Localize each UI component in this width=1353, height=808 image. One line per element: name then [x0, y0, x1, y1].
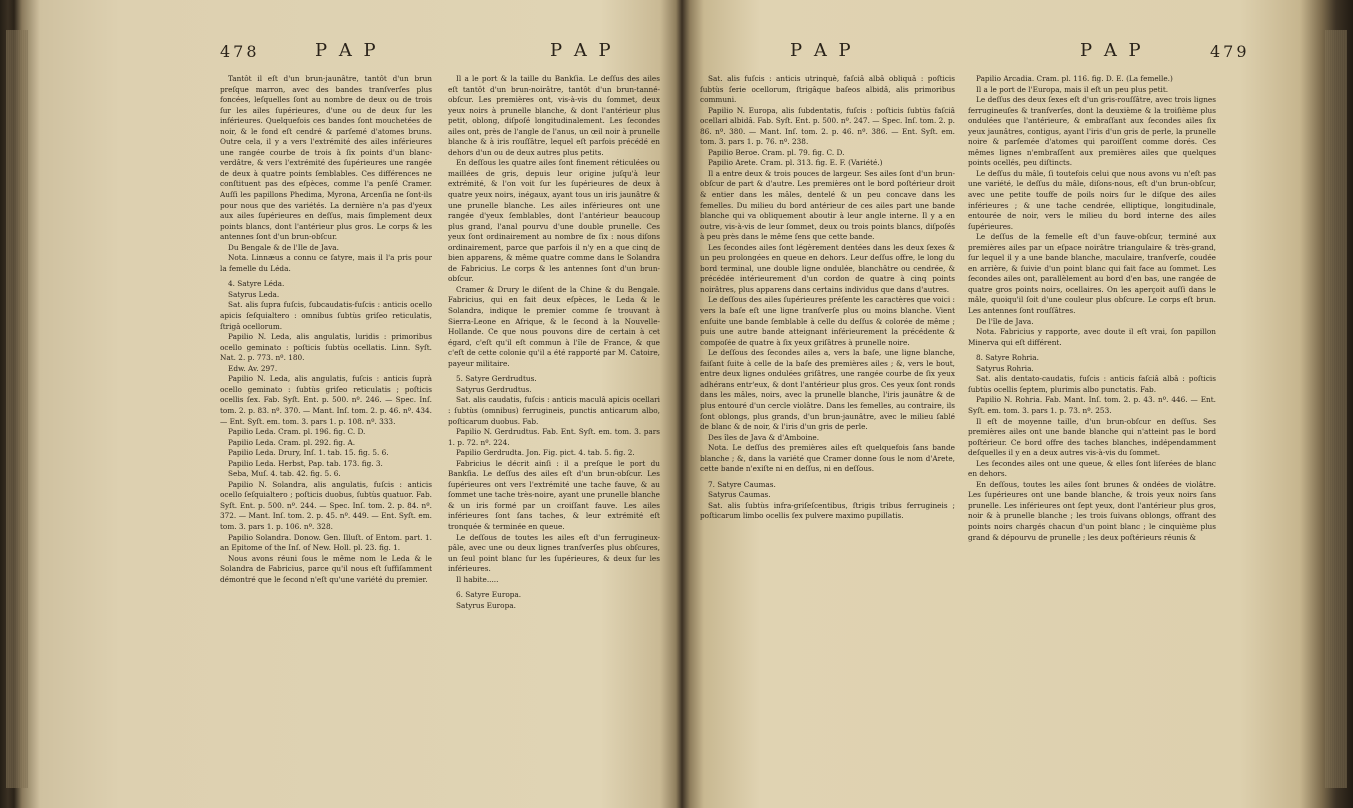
paragraph: 4. Satyre Léda.: [228, 279, 285, 289]
paragraph: Nous avons réuni ſous le même nom le Leda & le Solandra de Fabricius, parce qu'il nous eſt ſuffiſamment démontré que le ſecond n'eſt qu'une variété du premier.: [220, 553, 432, 584]
paragraph: Satyrus Europa.: [456, 600, 516, 610]
left-page: [220, 40, 665, 800]
paragraph: 5. Satyre Gerdrudtus.: [456, 374, 537, 384]
paragraph: Nota. Linnæus a connu ce ſatyre, mais il l'a pris pour la femelle du Léda.: [220, 253, 432, 273]
paragraph: Papilio Beroe. Cram. pl. 79. fig. C. D.: [708, 147, 845, 157]
paragraph: Papilio Leda. Cram. pl. 196. fig. C. D.: [228, 427, 366, 437]
paragraph: Le deſſus du mâle, ſi toutefois celui que nous avons vu n'eſt pas une variété, le deſſus du mâle, diſons-nous, eſt d'un brun-obſcur, avec une petite touffe de poils noirs ſur le diſque des ailes inférieures ; & une tache cendrée, elliptique, longitudinale, entourée de noir, vers le milieu du bord interne des ailes ſupérieures.: [968, 168, 1216, 231]
paragraph: Le deſſus des deux ſexes eſt d'un gris-rouſſâtre, avec trois lignes ferrugineuſes & tranſverſes, dont la deuxième & la troiſième plus ondulées que l'antérieure, & embraſſant aux ſecondes ailes ſix yeux jaunâtres, contigus, ayant l'iris d'un gris de perle, la prunelle noire & parſemée d'atomes qui paroiſſent comme dorés. Ces mêmes lignes n'embraſſent aux premières ailes que quelques points ocellés, peu diſtincts.: [968, 95, 1216, 168]
paragraph: Satyrus Rohria.: [976, 363, 1034, 373]
paragraph: Papilio N. Leda, alis angulatis, fuſcis : anticis ſuprà ocello geminato : ſubtùs griſeo reticulatis ; poſticis ocellis ſex. Fab. Syſt. Ent. p. 500. nº. 246. — Spec. Inſ. tom. 2. p. 83. nº. 370. — Mant. Inſ. tom. 2. p. 46. nº. 434. — Ent. Syſt. em. tom. 3. pars 1. p. 108. nº. 333.: [220, 374, 432, 426]
paragraph: Papilio Arcadia. Cram. pl. 116. fig. D. E. (La femelle.): [976, 74, 1173, 83]
paragraph: Papilio Leda. Cram. pl. 292. fig. A.: [228, 437, 356, 447]
paragraph: 7. Satyre Caumas.: [708, 479, 776, 489]
paragraph: Tantôt il eſt d'un brun-jaunâtre, tantôt d'un brun preſque marron, avec des bandes tranſverſes plus foncées, leſquelles ſont au nombre de deux ou de trois ſur les ailes ſupérieures, d'une ou de deux ſur les inférieures. Quelquefois ces bandes ſont mouchetées de noir, & le fond eſt cendré & parſemé d'atomes bruns. Outre cela, il y a vers l'extrémité des ailes inférieures une rangée courbe de trois à ſix points d'un blanc-verdâtre, & vers l'extrémité des ſupérieures une rangée de deux à quatre points ſemblables. Ces différences ne conſtituent pas des eſpèces, comme l'a penſé Cramer. Auſſi les papillons Phedima, Myrona, Arcenſia ne ſont-ils pour nous que des variétés. La dernière n'a pas d'yeux aux ailes ſupérieures en deſſus, mais ſimplement deux points blancs, dont l'antérieur plus gros. Le corps & les antennes ſont d'un brun-obſcur.: [220, 74, 432, 242]
paragraph: Fabricius le décrit ainſi : il a preſque le port du Bankſia. Le deſſus des ailes eſt d'un brun-obſcur. Les ſupérieures ont vers l'extrémité une tache fauve, & au ſommet une tache très-noire, ayant une prunelle blanche & un iris formé par un croiſſant fauve. Les ailes inférieures ſont ſans taches, & leur extrémité eſt tronquée & terminée en queue.: [448, 458, 660, 531]
paragraph: Papilio Leda. Drury, Inſ. 1. tab. 15. fig. 5. 6.: [228, 448, 389, 458]
paragraph: Satyrus Caumas.: [708, 490, 771, 500]
paragraph: En deſſous les quatre ailes ſont finement réticulées ou maillées de gris, depuis leur origine juſqu'à leur extrémité, & l'on voit ſur les ſupérieures de deux à quatre yeux noirs, inégaux, ayant tous un iris jaunâtre & une prunelle blanche. Les ailes inférieures ont une rangée d'yeux ſemblables, dont l'antérieur beaucoup plus grand, l'anal pourvu d'une double prunelle. Ces yeux ſont ordinairement au nombre de ſix : nous diſons ordinairement, parce que parfois il n'y en a que cinq de bien apparens, & même quatre comme dans le Solandra de Fabricius. Le corps & les antennes ſont d'un brun-obſcur.: [448, 158, 660, 284]
paragraph: Papilio Solandra. Donow. Gen. Illuſt. of Entom. part. 1. an Epitome of the Inſ. of New. Holl. pl. 23. fig. 1.: [220, 532, 432, 553]
left-page-column-1: [220, 74, 432, 794]
left-page-column-2: [448, 74, 660, 794]
paragraph: Il a entre deux & trois pouces de largeur. Ses ailes ſont d'un brun-obſcur de part & d'autre. Les premières ont le bord poſtérieur droit & entier dans les mâles, dentelé & un peu concave dans les femelles. Du milieu du bord antérieur de ces ailes part une bande blanche qui va obliquement aboutir à leur angle interne. Il y a en outre, vis-à-vis de leur ſommet, deux ou trois points blancs, diſpoſés à peu près dans le même ſens que cette bande.: [700, 168, 955, 242]
running-head-left-col1: P A P: [315, 40, 379, 61]
paragraph: Papilio Gerdrudta. Jon. Fig. pict. 4. tab. 5. fig. 2.: [456, 448, 635, 458]
paragraph: Papilio N. Leda, alis angulatis, luridis : primoribus ocello geminato : poſticis ſubtùs ocellatis. Linn. Syſt. Nat. 2. p. 773. nº. 180.: [220, 332, 432, 363]
paragraph: Il habite.....: [456, 574, 499, 584]
paragraph: Papilio N. Rohria. Fab. Mant. Inſ. tom. 2. p. 43. nº. 446. — Ent. Syſt. em. tom. 3. pars 1. p. 73. nº. 253.: [968, 395, 1216, 415]
paragraph: Il a le port de l'Europa, mais il eſt un peu plus petit.: [976, 84, 1169, 94]
paragraph: Sat. alis ſubtùs infra-griſeſcentibus, ſtrigis tribus ferrugineis ; poſticarum limbo ocellis ſex pulvere maximo pupillatis.: [700, 500, 955, 521]
paragraph: Cramer & Drury le diſent de la Chine & du Bengale. Fabricius, qui en fait deux eſpèces, le Leda & le Solandra, indique le premier comme ſe trouvant à Sierra-Leone en Afrique, & le ſecond à la Nouvelle-Hollande. Ce que nous pouvons dire de certain à cet égard, c'eſt qu'il eſt commun à l'île de France, & que c'eſt de cette colonie qu'il a été rapporté par M. Catoire, payeur militaire.: [448, 284, 660, 368]
paragraph: En deſſous, toutes les ailes ſont brunes & ondées de violâtre. Les ſupérieures ont une bande blanche, & trois yeux noirs ſans prunelle. Les inférieures ont ſept yeux, dont l'antérieur plus gros, noir & à prunelle blanche ; les trois ſuivans oblongs, offrant des points noirs chargés chacun d'un point blanc ; le cinquième plus grand & dépourvu de prunelle ; les deux poſtérieurs réunis &: [968, 479, 1216, 542]
paragraph: Les ſecondes ailes ſont légèrement dentées dans les deux ſexes & un peu prolongées en queue en dehors. Leur deſſus offre, le long du bord terminal, une double ligne ondulée, blanchâtre ou cendrée, & précédée intérieurement d'un cordon de quatre à cinq points noirâtres, plus apparens dans certains individus que dans d'autres.: [700, 242, 955, 294]
paragraph: Satyrus Gerdrudtus.: [456, 384, 532, 394]
paragraph: Le deſſous de toutes les ailes eſt d'un ferrugineux-pâle, avec une ou deux lignes tranſverſes plus obſcures, un ſeul point blanc ſur les ſupérieures, & deux ſur les inférieures.: [448, 532, 660, 574]
paragraph: Sat. alis fuſcis : anticis utrinquè, faſciâ albâ obliquâ : poſticis ſubtùs ſerie ocellorum, ſtrigâque baſeos albidâ, alis primoribus communi.: [700, 74, 955, 105]
paragraph: Papilio N. Solandra, alis angulatis, fuſcis : anticis ocello ſeſquialtero ; poſticis duobus, ſubtùs quatuor. Fab. Syſt. Ent. p. 500. nº. 244. — Spec. Inſ. tom. 2. p. 84. nº. 372. — Mant. Inſ. tom. 2. p. 45. nº. 449. — Ent. Syſt. em. tom. 3. pars 1. p. 106. nº. 328.: [220, 479, 432, 531]
running-head-left-col2: P A P: [550, 40, 614, 61]
paragraph: Il eſt de moyenne taille, d'un brun-obſcur en deſſus. Ses premières ailes ont une bande blanche qui n'atteint pas le bord poſtérieur. Ce bord offre des taches blanches, indépendamment deſquelles il y en a deux autres vis-à-vis du ſommet.: [968, 416, 1216, 458]
right-page: [700, 40, 1310, 800]
paragraph: Le deſſous des ailes ſupérieures préſente les caractères que voici : vers la baſe eſt une ligne tranſverſe plus ou moins blanche. Vient enſuite une bande ſemblable à celle du deſſus & colorée de même ; puis une autre bande atteignant inférieurement la précédente & compoſée de quatre à ſix yeux griſâtres à prunelle noire.: [700, 295, 955, 347]
left-page-edges: [6, 30, 28, 788]
paragraph: Sat. alis caudatis, fuſcis : anticis maculâ apicis ocellari : ſubtùs (omnibus) ferrugineis, punctis anticarum albo, poſticarum duobus. Fab.: [448, 395, 660, 426]
paragraph: Seba, Muſ. 4. tab. 42. fig. 5. 6.: [228, 469, 341, 479]
right-page-header: [700, 40, 1310, 70]
running-head-right-col2: P A P: [1080, 40, 1144, 61]
paragraph: Nota. Fabricius y rapporte, avec doute il eſt vrai, ſon papillon Minerva qui eſt différent.: [968, 327, 1216, 347]
paragraph: Du Bengale & de l'Ile de Java.: [228, 242, 339, 252]
paragraph: Le deſſous des ſecondes ailes a, vers la baſe, une ligne blanche, faiſant ſuite à celle de la baſe des premières ailes ; &, vers le bout, entre deux lignes ondulées griſâtres, une rangée courbe de ſix yeux adhérans entr'eux, & dont l'antérieur plus gros. Ces yeux ſont ronds dans les mâles, noirs, avec la prunelle blanche, l'iris jaunâtre & de plus entouré d'un cercle violâtre. Dans les femelles, au contraire, ils ſont oblongs, plus grands, d'un brun-jaunâtre, avec le milieu ſablé de blanc & de noir, & l'iris d'un gris de perle.: [700, 348, 955, 432]
paragraph: De l'île de Java.: [976, 316, 1034, 326]
paragraph: Nota. Le deſſus des premières ailes eſt quelquefois ſans bande blanche ; &, dans la variété que Cramer donne ſous le nom d'Arete, cette bande n'exiſte ni en deſſus, ni en deſſous.: [700, 443, 955, 474]
paragraph: Papilio Leda. Herbst, Pap. tab. 173. fig. 3.: [228, 458, 383, 468]
paragraph: Edw. Av. 297.: [228, 363, 278, 373]
page-number-right: 479: [1210, 42, 1250, 61]
paragraph: Sat. alis dentato-caudatis, fuſcis : anticis faſciâ albâ : poſticis ſubtùs ocellis ſeptem, plurimis albo punctatis. Fab.: [968, 374, 1216, 394]
paragraph: Papilio Arete. Cram. pl. 313. fig. E. F. (Variété.): [708, 158, 883, 168]
right-page-column-2: [968, 74, 1216, 794]
left-page-header: [220, 40, 665, 70]
running-head-right-col1: P A P: [790, 40, 854, 61]
page-number-left: 478: [220, 42, 260, 61]
paragraph: Il a le port & la taille du Bankſia. Le deſſus des ailes eſt tantôt d'un brun-noirâtre, tantôt d'un brun-tanné-obſcur. Les premières ont, vis-à-vis du ſommet, deux yeux noirs à prunelle blanche, & dont l'antérieur plus petit, oblong, diſpoſé longitudinalement. Les ſecondes ailes ont, près de l'angle de l'anus, un œil noir à prunelle blanche & à iris rouſſâtre, lequel eſt parfois précédé en dehors d'un ou de deux autres plus petits.: [448, 74, 660, 157]
paragraph: Papilio N. Gerdrudtus. Fab. Ent. Syſt. em. tom. 3. pars 1. p. 72. nº. 224.: [448, 427, 660, 447]
paragraph: Satyrus Leda.: [228, 289, 280, 299]
paragraph: Papilio N. Europa, alis ſubdentatis, fuſcis : poſticis ſubtùs faſciâ ocellari albidâ. Fab. Syſt. Ent. p. 500. nº. 247. — Spec. Inſ. tom. 2. p. 86. nº. 380. — Mant. Inſ. tom. 2. p. 46. nº. 386. — Ent. Syſt. em. tom. 3. pars 1. p. 76. nº. 238.: [700, 105, 955, 147]
paragraph: Des îles de Java & d'Amboine.: [708, 432, 820, 442]
paragraph: 6. Satyre Europa.: [456, 590, 522, 600]
paragraph: Les ſecondes ailes ont une queue, & elles ſont liſerées de blanc en dehors.: [968, 458, 1216, 479]
paragraph: Le deſſus de la femelle eſt d'un fauve-obſcur, terminé aux premières ailes par un eſpace noirâtre triangulaire & très-grand, ſur lequel il y a une bande blanche, maculaire, tranſverſe, coudée en arrière, & ſuivie d'un point blanc qui fait face au ſommet. Les ſecondes ailes ont, parallèlement au bord d'en bas, une rangée de quatre gros points noirs, ocellaires. On les aperçoit auſſi dans le mâle, quoiqu'il ſoit d'une couleur plus obſcure. Le corps eſt brun. Les antennes ſont rouſſâtres.: [968, 232, 1216, 316]
paragraph: Sat. alis ſupra fuſcis, ſubcaudatis-fuſcis : anticis ocello apicis ſeſquialtero : omnibus ſubtùs griſeo reticulatis, ſtrigâ ocellorum.: [220, 300, 432, 331]
right-page-edges: [1325, 30, 1347, 788]
right-page-column-1: [700, 74, 955, 794]
paragraph: 8. Satyre Rohria.: [976, 353, 1039, 363]
